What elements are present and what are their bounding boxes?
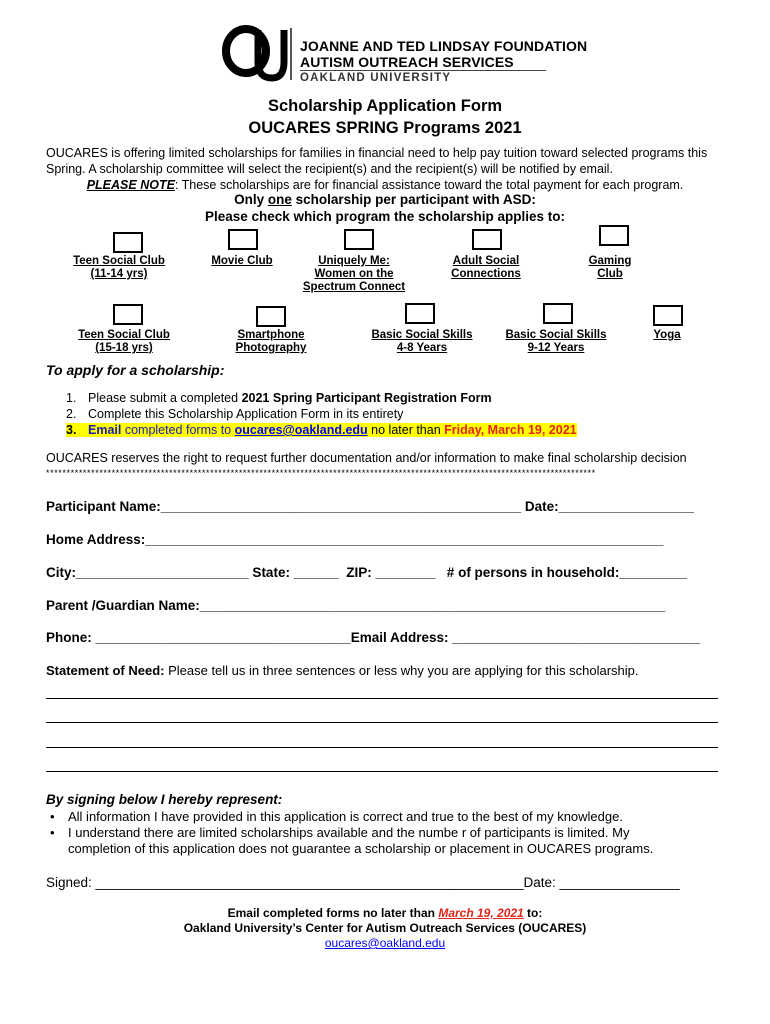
sign-bullet-2: • I understand there are limited scholarships available and the numbe r of participants is limited. My completion of this application does not guarantee a scholarship or placement in OUCARES programs. bbox=[46, 825, 736, 857]
checkbox-movie-club[interactable] bbox=[228, 229, 258, 250]
signed-field[interactable]: Signed: _________________________________________________________Date: ________________ bbox=[46, 875, 680, 890]
city-state-zip-field[interactable]: City:_______________________ State: ______ ZIP: ________ # of persons in household:_________ bbox=[46, 565, 687, 580]
email-link[interactable]: oucares@oakland.edu bbox=[234, 423, 368, 437]
foundation-name: JOANNE AND TED LINDSAY FOUNDATION AUTISM OUTREACH SERVICES bbox=[300, 38, 588, 70]
header-divider bbox=[290, 28, 292, 80]
apply-steps bbox=[66, 390, 706, 438]
footer-center-name: Oakland University’s Center for Autism Outreach Services (OUCARES) bbox=[183, 921, 587, 935]
checkbox-smartphone-photography[interactable] bbox=[256, 306, 286, 327]
apply-step-1: 1. Please submit a completed 2021 Spring Participant Registration Form bbox=[66, 391, 492, 405]
ou-logo bbox=[222, 24, 290, 84]
footer-deadline: Email completed forms no later than March 19, 2021 to: bbox=[227, 906, 543, 920]
footer-email bbox=[0, 936, 770, 950]
program-label-basic-9-12: Basic Social Skills 9-12 Years bbox=[505, 329, 607, 354]
statement-line-3[interactable] bbox=[46, 747, 718, 748]
program-label-gaming-club: Gaming Club bbox=[588, 255, 632, 280]
check-instruction: Please check which program the scholarship applies to: bbox=[204, 209, 566, 224]
program-label-uniquely-me: Uniquely Me: Women on the Spectrum Connect bbox=[302, 255, 406, 293]
program-label-basic-4-8: Basic Social Skills 4-8 Years bbox=[371, 329, 473, 354]
checkbox-uniquely-me[interactable] bbox=[344, 229, 374, 250]
checkbox-basic-social-4-8[interactable] bbox=[405, 303, 435, 324]
program-label-yoga: Yoga bbox=[653, 329, 681, 341]
statement-line-4[interactable] bbox=[46, 771, 718, 772]
program-label-adult-social: Adult Social Connections bbox=[451, 255, 521, 280]
footer-email-link[interactable]: oucares@oakland.edu bbox=[324, 936, 446, 950]
phone-email-field[interactable]: Phone: __________________________________Email Address: _________________________________ bbox=[46, 630, 701, 645]
statement-line-2[interactable] bbox=[46, 722, 718, 723]
checkbox-teen-social-club-11-14[interactable] bbox=[113, 232, 143, 253]
program-label-movie-club: Movie Club bbox=[211, 255, 273, 267]
apply-heading: To apply for a scholarship: bbox=[46, 362, 225, 378]
intro-text: OUCARES is offering limited scholarships for families in financial need to help pay tuition toward selected programs this Spring. A scholarship committee will select the recipient(s) and the recipient(s) will be notified by email. bbox=[46, 146, 708, 176]
please-note: PLEASE NOTE: These scholarships are for financial assistance toward the total payment for each program. bbox=[86, 178, 684, 192]
parent-guardian-field[interactable]: Parent /Guardian Name:______________________________________________________________ bbox=[46, 598, 666, 613]
checkbox-basic-social-9-12[interactable] bbox=[543, 303, 573, 324]
stars-divider: ************************************************************************************************************************************** bbox=[46, 468, 596, 478]
apply-step-2: 2. Complete this Scholarship Application Form in its entirety bbox=[66, 407, 404, 421]
signing-list bbox=[46, 809, 736, 857]
reserve-text: OUCARES reserves the right to request further documentation and/or information to make final scholarship decision bbox=[46, 451, 687, 465]
home-address-field[interactable]: Home Address:_____________________________________________________________________ bbox=[46, 532, 664, 547]
program-label-teen-15-18: Teen Social Club (15-18 yrs) bbox=[78, 329, 170, 354]
header-rule bbox=[300, 70, 546, 71]
program-label-teen-11-14: Teen Social Club (11-14 yrs) bbox=[73, 255, 165, 280]
form-title: Scholarship Application Form bbox=[267, 97, 503, 115]
checkbox-adult-social[interactable] bbox=[472, 229, 502, 250]
apply-step-3: 3. Email completed forms to oucares@oakland.edu no later than Friday, March 19, 2021 bbox=[66, 423, 577, 437]
sign-bullet-1: • All information I have provided in this application is correct and true to the best of my knowledge. bbox=[46, 809, 736, 825]
only-one-line: Only one scholarship per participant with ASD: bbox=[234, 192, 536, 207]
form-subtitle: OUCARES SPRING Programs 2021 bbox=[248, 119, 522, 137]
checkbox-teen-social-club-15-18[interactable] bbox=[113, 304, 143, 325]
statement-of-need: Statement of Need: Please tell us in three sentences or less why you are applying for this scholarship. bbox=[46, 663, 639, 678]
checkbox-yoga[interactable] bbox=[653, 305, 683, 326]
statement-line-1[interactable] bbox=[46, 698, 718, 699]
signing-heading: By signing below I hereby represent: bbox=[46, 792, 283, 807]
university-name: OAKLAND UNIVERSITY bbox=[300, 72, 452, 84]
program-label-smartphone: Smartphone Photography bbox=[235, 329, 307, 354]
checkbox-gaming-club[interactable] bbox=[599, 225, 629, 246]
participant-name-field[interactable]: Participant Name:________________________________________________ Date:__________________ bbox=[46, 499, 694, 514]
